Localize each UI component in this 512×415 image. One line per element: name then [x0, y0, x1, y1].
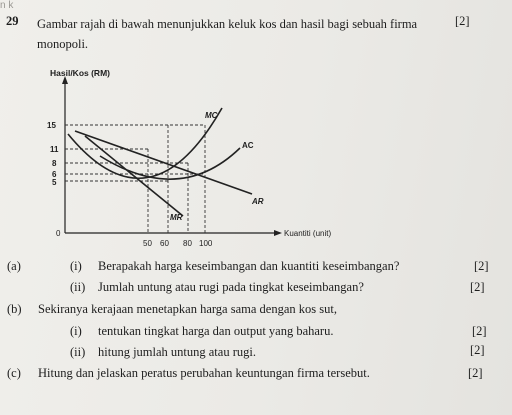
x-tick-50: 50	[143, 239, 152, 248]
part-a-i-number: (i)	[70, 259, 82, 273]
part-b-ii-text: hitung jumlah untung atau rugi.	[98, 345, 256, 359]
y-tick-8: 8	[52, 159, 57, 168]
x-tick-100: 100	[199, 239, 213, 248]
part-c-text: Hitung dan jelaskan peratus perubahan keuntungan firma tersebut.	[38, 366, 370, 380]
ac-label: AC	[242, 141, 254, 150]
part-c-label: (c)	[7, 366, 21, 380]
x-axis-arrow	[274, 230, 282, 236]
part-a-i-marks: [2]	[474, 259, 489, 273]
question-text: Gambar rajah di bawah menunjukkan keluk kos dan hasil bagi sebuah firma monopoli.	[37, 17, 418, 51]
part-b-label: (b)	[7, 302, 22, 316]
ar-label: AR	[252, 197, 264, 206]
mr-label: MR	[170, 213, 183, 222]
ar-curve	[75, 131, 252, 194]
part-b-i-text: tentukan tingkat harga dan output yang baharu.	[98, 324, 334, 338]
part-a-ii-number: (ii)	[70, 280, 86, 294]
part-a-ii-text: Jumlah untung atau rugi pada tingkat keseimbangan?	[98, 280, 364, 294]
mc-label: MC	[205, 111, 218, 120]
page-corner-mark: n k	[0, 0, 14, 11]
y-axis-label: Hasil/Kos (RM)	[50, 68, 110, 78]
x-tick-60: 60	[160, 239, 169, 248]
part-b-ii-number: (ii)	[70, 345, 86, 359]
part-b-ii-marks: [2]	[470, 343, 485, 357]
dashed-guides	[65, 125, 205, 233]
part-a-i-text: Berapakah harga keseimbangan dan kuantiti keseimbangan?	[98, 259, 400, 273]
part-c-marks: [2]	[468, 366, 483, 380]
cost-revenue-graph	[30, 66, 360, 256]
part-b-i-number: (i)	[70, 324, 82, 338]
y-tick-11: 11	[50, 145, 59, 154]
part-a-ii-marks: [2]	[470, 280, 485, 294]
x-tick-80: 80	[183, 239, 192, 248]
origin-label: 0	[56, 229, 61, 238]
part-b-text: Sekiranya kerajaan menetapkan harga sama dengan kos sut,	[38, 302, 337, 316]
question-marks: [2]	[455, 14, 470, 28]
mc-curve	[68, 108, 222, 178]
part-b-i-marks: [2]	[472, 324, 487, 338]
y-tick-6: 6	[52, 170, 57, 179]
y-tick-15: 15	[47, 121, 56, 130]
x-axis-label: Kuantiti (unit)	[284, 229, 332, 238]
y-tick-5: 5	[52, 178, 57, 187]
question-number: 29	[6, 14, 19, 28]
part-a-label: (a)	[7, 259, 21, 273]
ac-curve	[100, 148, 240, 179]
